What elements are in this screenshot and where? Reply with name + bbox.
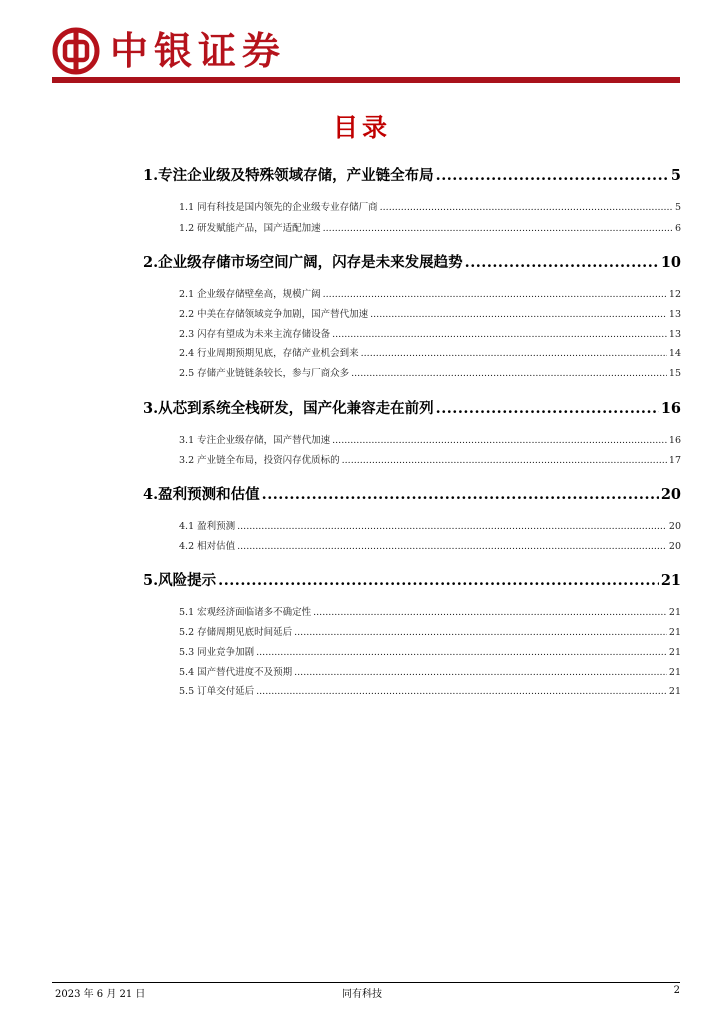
- bank-of-china-logo-icon: [52, 27, 100, 75]
- toc-entry-page: 13: [668, 309, 681, 320]
- report-header: [52, 26, 286, 76]
- toc-dot-leader: [256, 647, 667, 658]
- toc-entry-page: 21: [668, 686, 681, 697]
- toc-subsection-entry[interactable]: [179, 644, 681, 658]
- toc-dot-leader: [436, 167, 669, 184]
- toc-subsection-entry[interactable]: [179, 604, 681, 618]
- toc-dot-leader: [262, 486, 659, 503]
- toc-title: 目录: [332, 113, 391, 142]
- toc-entry-title: 5.2 存储周期见底时间延后: [179, 627, 293, 638]
- toc-entry-page: 20: [660, 486, 681, 503]
- toc-section-entry[interactable]: [143, 569, 681, 590]
- toc-subsection-entry[interactable]: [179, 683, 681, 697]
- toc-dot-leader: [256, 686, 667, 697]
- toc-subsection-entry[interactable]: [179, 624, 681, 638]
- toc-entry-page: 21: [668, 607, 681, 618]
- toc-dot-leader: [465, 254, 659, 271]
- toc-subsection-entry[interactable]: [179, 518, 681, 532]
- toc-entry-page: 16: [660, 400, 681, 417]
- toc-entry-title: 5.风险提示: [143, 572, 217, 589]
- toc-entry-title: 2.2 中美在存储领域竞争加剧，国产替代加速: [179, 309, 369, 320]
- toc-entry-page: 16: [668, 435, 681, 446]
- toc-section-entry[interactable]: [143, 483, 681, 504]
- toc-subsection-entry[interactable]: [179, 220, 681, 234]
- toc-section-entry[interactable]: [143, 397, 681, 418]
- toc-dot-leader: [380, 202, 673, 213]
- toc-entry-page: 6: [674, 223, 681, 234]
- toc-dot-leader: [361, 348, 667, 359]
- toc-entry-page: 13: [668, 329, 681, 340]
- toc-dot-leader: [323, 289, 667, 300]
- toc-dot-leader: [218, 572, 659, 589]
- toc-entry-title: 3.从芯到系统全栈研发，国产化兼容走在前列: [143, 400, 434, 417]
- toc-entry-title: 4.盈利预测和估值: [143, 486, 260, 503]
- toc-entry-title: 2.5 存储产业链链条较长，参与厂商众多: [179, 368, 350, 379]
- toc-dot-leader: [370, 309, 667, 320]
- toc-entry-page: 5: [674, 202, 681, 213]
- toc-entry-title: 2.企业级存储市场空间广阔，闪存是未来发展趋势: [143, 254, 463, 271]
- toc-entry-title: 2.3 闪存有望成为未来主流存储设备: [179, 329, 331, 340]
- toc-dot-leader: [294, 627, 667, 638]
- toc-entry-title: 3.1 专注企业级存储，国产替代加速: [179, 435, 331, 446]
- toc-dot-leader: [332, 329, 667, 340]
- toc-entry-page: 5: [670, 167, 681, 184]
- toc-entry-page: 12: [668, 289, 681, 300]
- toc-entry-page: 15: [668, 368, 681, 379]
- toc-dot-leader: [351, 368, 667, 379]
- toc-section-entry[interactable]: [143, 164, 681, 185]
- toc-entry-page: 21: [668, 667, 681, 678]
- toc-entry-page: 21: [660, 572, 681, 589]
- toc-entry-title: 2.4 行业周期预期见底，存储产业机会到来: [179, 348, 359, 359]
- toc-dot-leader: [342, 455, 667, 466]
- footer-company: 同有科技: [342, 989, 382, 1000]
- toc-entry-title: 1.专注企业级及特殊领域存储，产业链全布局: [143, 167, 434, 184]
- toc-subsection-entry[interactable]: [179, 199, 681, 213]
- toc-entry-title: 5.1 宏观经济面临诸多不确定性: [179, 607, 312, 618]
- brand-name: 中银证券: [110, 28, 287, 73]
- toc-entry-page: 21: [668, 647, 681, 658]
- toc-dot-leader: [313, 607, 667, 618]
- header-rule: [52, 77, 680, 83]
- toc-subsection-entry[interactable]: [179, 345, 681, 359]
- toc-entry-page: 17: [668, 455, 681, 466]
- toc-entry-title: 4.1 盈利预测: [179, 521, 236, 532]
- toc-entry-page: 20: [668, 521, 681, 532]
- toc-subsection-entry[interactable]: [179, 365, 681, 379]
- toc-entry-page: 10: [660, 254, 681, 271]
- toc-entry-title: 5.5 订单交付延后: [179, 686, 255, 697]
- toc-dot-leader: [237, 541, 667, 552]
- toc-dot-leader: [294, 667, 667, 678]
- toc-subsection-entry[interactable]: [179, 326, 681, 340]
- toc-entry-title: 5.4 国产替代进度不及预期: [179, 667, 293, 678]
- toc-dot-leader: [237, 521, 667, 532]
- toc-entry-page: 14: [668, 348, 681, 359]
- footer-date: 2023 年 6 月 21 日: [55, 989, 146, 1000]
- toc-entry-title: 1.2 研发赋能产品，国产适配加速: [179, 223, 321, 234]
- toc-dot-leader: [436, 400, 659, 417]
- footer-page-number: 2: [673, 985, 680, 996]
- toc-section-entry[interactable]: [143, 251, 681, 272]
- toc-subsection-entry[interactable]: [179, 664, 681, 678]
- toc-dot-leader: [332, 435, 667, 446]
- footer-rule: [52, 982, 680, 983]
- toc-entry-title: 2.1 企业级存储壁垒高，规模广阔: [179, 289, 321, 300]
- toc-entry-title: 3.2 产业链全布局，投资闪存优质标的: [179, 455, 340, 466]
- toc-dot-leader: [323, 223, 673, 234]
- toc-entry-title: 5.3 同业竞争加剧: [179, 647, 255, 658]
- toc-entry-title: 4.2 相对估值: [179, 541, 236, 552]
- toc-entry-page: 21: [668, 627, 681, 638]
- toc-entry-title: 1.1 同有科技是国内领先的企业级专业存储厂商: [179, 202, 378, 213]
- toc-entry-page: 20: [668, 541, 681, 552]
- toc-subsection-entry[interactable]: [179, 538, 681, 552]
- toc-subsection-entry[interactable]: [179, 286, 681, 300]
- toc-subsection-entry[interactable]: [179, 432, 681, 446]
- toc-subsection-entry[interactable]: [179, 306, 681, 320]
- toc-subsection-entry[interactable]: [179, 452, 681, 466]
